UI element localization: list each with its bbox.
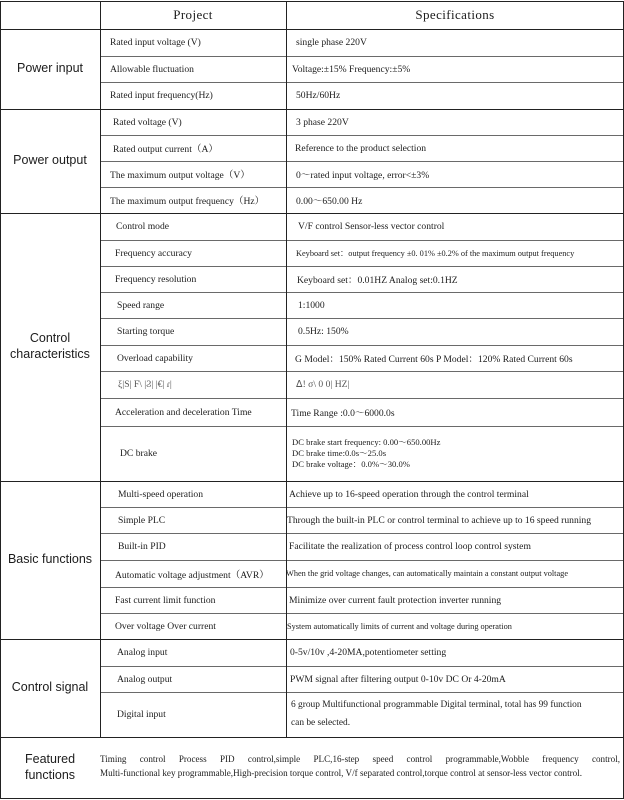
param-label: Overload capability: [117, 352, 193, 364]
group-power-input: Power input: [16, 61, 83, 76]
spec-line: DC brake voltage：0.0%～30.0%: [292, 458, 410, 469]
param-label: Allowable fluctuation: [110, 63, 194, 75]
param-label: Acceleration and deceleration Time: [115, 406, 252, 418]
spec-value: System automatically limits of current and voltage during operation: [287, 621, 512, 631]
row-divider: [100, 292, 624, 293]
param-label: Simple PLC: [118, 514, 166, 526]
group-basic-functions: Basic functions: [7, 552, 93, 567]
spec-value: PWM signal after filtering output 0-10v DC Or 4-20mA: [290, 673, 506, 685]
param-label: ξ|S| F\ |Ϩ| |€| ɾ|: [118, 379, 172, 390]
group-featured-functions: [0, 737, 100, 798]
spec-value: 0～rated input voltage, error<±3%: [296, 170, 430, 181]
spec-line: DC brake start frequency: 0.00～650.00Hz: [292, 437, 441, 448]
spec-value: [292, 426, 440, 481]
spec-value: Voltage:±15% Frequency:±5%: [292, 63, 411, 75]
param-label: Analog output: [117, 673, 173, 685]
spec-value: V/F control Sensor-less vector control: [298, 221, 445, 232]
group-name-line: functions: [24, 767, 76, 782]
param-label: The maximum output voltage（V）: [110, 170, 250, 181]
group-control-characteristics: [0, 213, 100, 481]
spec-line: DC brake time:0.0s～25.0s: [292, 448, 387, 459]
spec-value: 0.00～650.00 Hz: [296, 196, 363, 207]
param-label: Analog input: [117, 647, 168, 658]
spec-value: ᐃ! σ\ 0 0| HZ|: [296, 379, 350, 390]
spec-value: Time Range :0.0～6000.0s: [291, 408, 395, 419]
param-label: Multi-speed operation: [118, 488, 203, 500]
spec-value: 0.5Hz: 150%: [298, 326, 349, 337]
param-label: Control mode: [116, 221, 170, 232]
param-label: Over voltage Over current: [115, 620, 216, 632]
group-name-line: Control: [29, 331, 71, 346]
spec-line: 6 group Multifunctional programmable Digital terminal, total has 99 function: [291, 699, 582, 710]
spec-value: [291, 692, 582, 737]
group-power-output: Power output: [13, 153, 87, 168]
group-name-line: Featured: [24, 751, 76, 766]
spec-value: Facilitate the realization of process control loop control system: [289, 541, 531, 552]
param-label: Built-in PID: [118, 541, 166, 552]
group-column-divider: [100, 1, 101, 738]
spec-value: Keyboard set：output frequency ±0. 01% ±0.2% of the maximum output frequency: [296, 249, 575, 258]
spec-value: G Model：150% Rated Current 60s P Model：120% Rated Current 60s: [295, 354, 573, 365]
param-label: Frequency accuracy: [115, 247, 192, 259]
header-specifications: Specifications: [415, 7, 495, 22]
param-label: Automatic voltage adjustment（AVR）: [115, 569, 269, 581]
featured-line: Multi-functional key programmable,High-precision torque control, V/f separated control,torque control at sensor-less vector control.: [100, 768, 582, 779]
spec-value: single phase 220V: [296, 37, 367, 48]
param-label: Fast current limit function: [115, 594, 216, 606]
spec-value: Minimize over current fault protection inverter running: [289, 594, 502, 606]
row-divider: [100, 318, 624, 319]
row-divider: [100, 371, 624, 372]
spec-value: Through the built-in PLC or control terminal to achieve up to 16 speed running: [287, 514, 592, 526]
spec-line: can be selected.: [291, 717, 351, 728]
param-label: Rated voltage (V): [113, 116, 182, 128]
param-label: Digital input: [117, 709, 166, 720]
param-label: Starting torque: [117, 326, 175, 337]
spec-value: 1:1000: [298, 299, 325, 311]
spec-value: When the grid voltage changes, can automatically maintain a constant output voltage: [286, 569, 569, 578]
featured-functions-text: [100, 752, 620, 780]
group-control-signal: Control signal: [11, 680, 89, 695]
spec-value: 0-5v/10v ,4-20MA,potentiometer setting: [290, 647, 447, 658]
spec-value: Achieve up to 16-speed operation through the control terminal: [289, 488, 529, 500]
header-project: Project: [173, 7, 213, 22]
param-label: Rated input voltage (V): [110, 37, 201, 48]
param-label: Rated input frequency(Hz): [110, 90, 213, 101]
spec-value: 50Hz/60Hz: [296, 90, 341, 101]
table-bottom-border: [0, 798, 624, 799]
param-label: Frequency resolution: [115, 273, 197, 285]
featured-line: Timing control Process PID control,simple PLC,16-step speed control programmable,Wobble frequency control,: [100, 754, 620, 764]
spec-value: Reference to the product selection: [295, 142, 427, 154]
spec-value: Keyboard set：0.01HZ Analog set:0.1HZ: [297, 275, 458, 286]
param-label: DC brake: [120, 448, 158, 459]
param-label: Rated output current（A）: [113, 144, 218, 155]
spec-value: 3 phase 220V: [296, 116, 349, 128]
group-name-line: characteristics: [10, 347, 90, 361]
param-label: The maximum output frequency（Hz）: [110, 196, 265, 207]
param-label: Speed range: [117, 299, 165, 311]
